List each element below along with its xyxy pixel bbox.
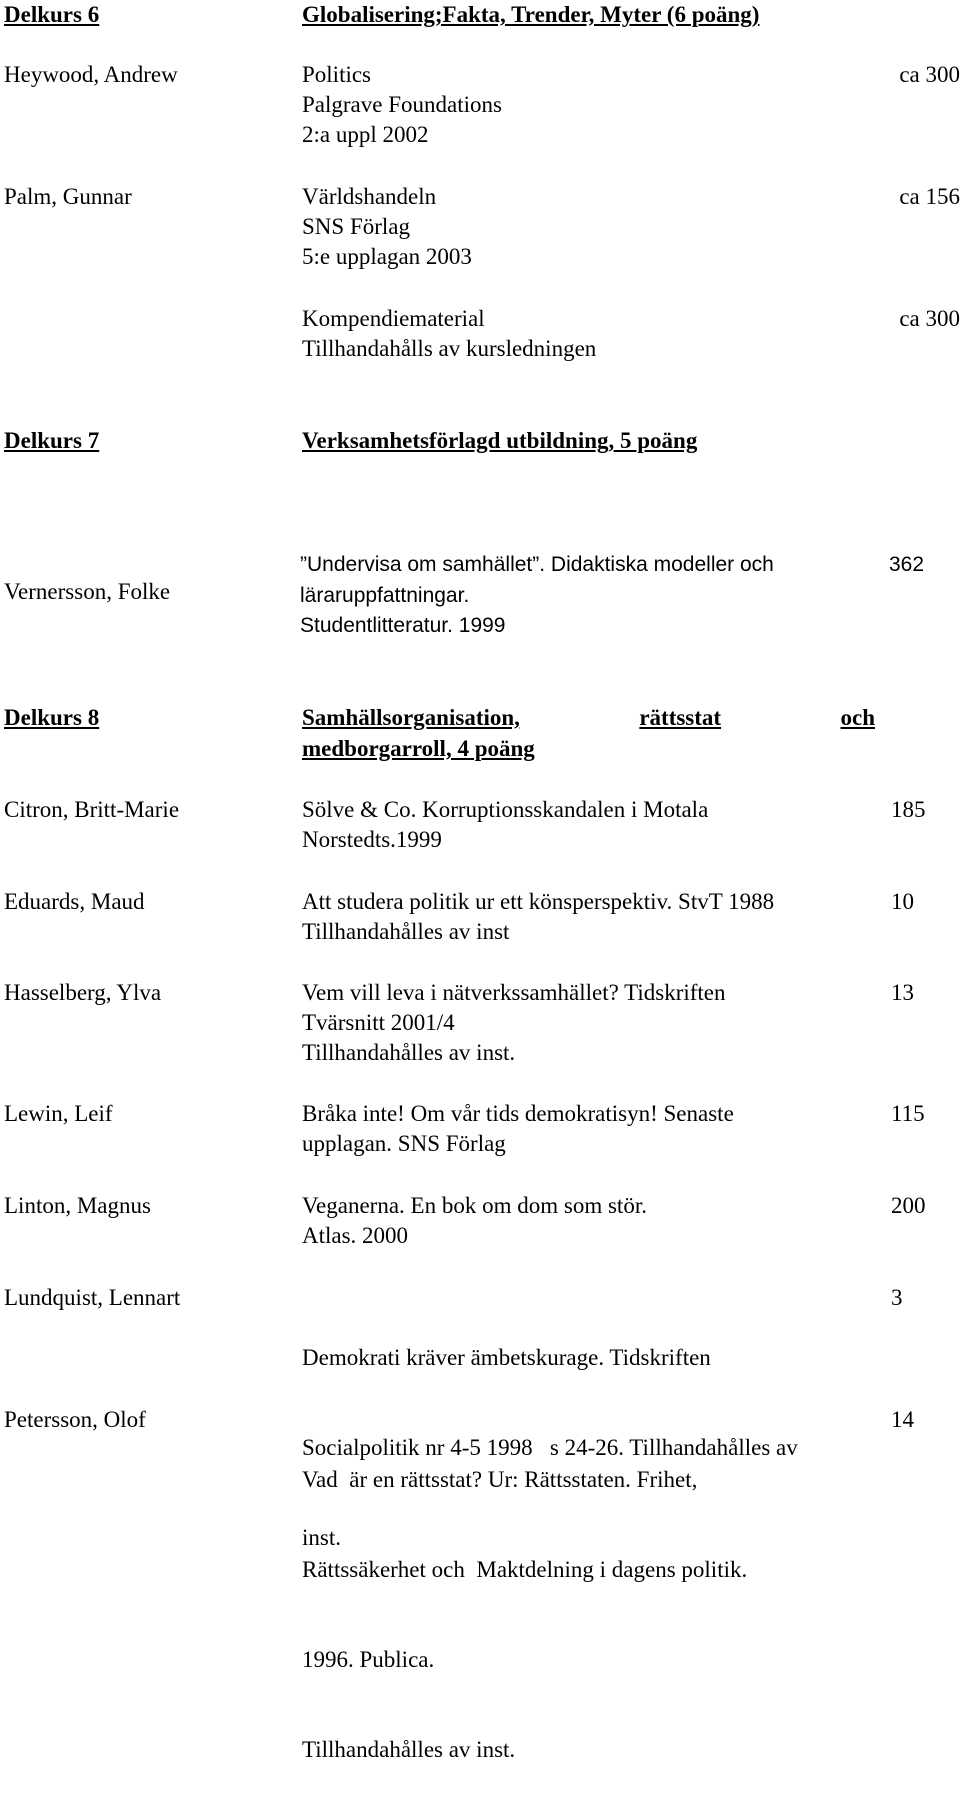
entry-reference (302, 887, 774, 947)
section-title-delkurs-8-line-1 (302, 703, 875, 733)
reference-line: Rättssäkerhet och Maktdelning i dagens politik. (302, 1557, 748, 1582)
reference-line: 5:e upplagan 2003 (302, 244, 472, 269)
reference-line: Norstedts.1999 (302, 827, 442, 852)
reference-line: ”Undervisa om samhället”. Didaktiska modeller och (300, 553, 774, 576)
reference-line: upplagan. SNS Förlag (302, 1131, 506, 1156)
entry-pages: 362 (889, 553, 925, 576)
reference-line: läraruppfattningar. (300, 583, 470, 607)
entry-pages: 14 (891, 1407, 914, 1432)
entry-author: Palm, Gunnar (4, 184, 132, 209)
reference-line: Tillhandahålls av kursledningen (302, 336, 597, 361)
section-title-delkurs-7: Verksamhetsförlagd utbildning, 5 poäng (302, 428, 698, 453)
entry-pages: 3 (891, 1285, 903, 1310)
reference-line: inst. (302, 1525, 341, 1550)
entry-author: Lundquist, Lennart (4, 1285, 181, 1310)
reference-line: Tillhandahålles av inst (302, 919, 510, 944)
section-title-delkurs-8-line-2: medborgarroll, 4 poäng (302, 736, 535, 761)
reference-line: 1996. Publica. (302, 1647, 435, 1672)
entry-pages: ca 300 (899, 62, 960, 87)
reference-line: Atlas. 2000 (302, 1223, 409, 1248)
entry-reference (302, 1099, 734, 1159)
entry-pages: ca 156 (899, 184, 960, 209)
reference-line: Vad är en rättsstat? Ur: Rättsstaten. Frihet, (302, 1467, 698, 1492)
entry-author: Vernersson, Folke (4, 579, 171, 604)
reference-line: Palgrave Foundations (302, 92, 502, 117)
entry-pages: 10 (891, 889, 914, 914)
entry-reference (302, 795, 708, 855)
title-word: och (840, 705, 875, 730)
entry-author: Heywood, Andrew (4, 62, 178, 87)
entry-reference (302, 60, 502, 150)
reference-line: Tillhandahålles av inst. (302, 1737, 516, 1762)
entry-reference (302, 1191, 647, 1251)
section-label-delkurs-8: Delkurs 8 (4, 705, 100, 730)
section-label-delkurs-7: Delkurs 7 (4, 428, 100, 453)
reference-line: Demokrati kräver ämbetskurage. Tidskriften (302, 1345, 711, 1370)
entry-pages: ca 300 (899, 306, 960, 331)
entry-author: Hasselberg, Ylva (4, 980, 162, 1005)
entry-pages: 13 (891, 980, 914, 1005)
entry-author: Linton, Magnus (4, 1193, 151, 1218)
reference-line: Tillhandahålles av inst. (302, 1040, 516, 1065)
entry-author: Citron, Britt-Marie (4, 797, 180, 822)
reference-line: Sölve & Co. Korruptionsskandalen i Motala (302, 797, 709, 822)
title-word: Samhällsorganisation, (302, 705, 520, 730)
reference-line: Vem vill leva i nätverkssamhället? Tidskriften (302, 980, 726, 1005)
entry-reference (302, 978, 726, 1068)
entry-reference (302, 182, 472, 272)
reference-line: Kompendiematerial (302, 306, 485, 331)
entry-author: Petersson, Olof (4, 1407, 146, 1432)
reference-line: Bråka inte! Om vår tids demokratisyn! Senaste (302, 1101, 734, 1126)
reference-line: Politics (302, 62, 372, 87)
title-word: rättsstat (639, 705, 722, 730)
reference-line: Veganerna. En bok om dom som stör. (302, 1193, 647, 1218)
section-label-delkurs-6: Delkurs 6 (4, 2, 100, 27)
entry-pages: 200 (891, 1193, 926, 1218)
reference-line: Tvärsnitt 2001/4 (302, 1010, 455, 1035)
entry-author: Lewin, Leif (4, 1101, 113, 1126)
entry-reference (300, 550, 774, 642)
entry-pages: 115 (891, 1101, 925, 1126)
reference-line: Att studera politik ur ett könsperspektiv. StvT 1988 (302, 889, 775, 914)
entry-pages: 185 (891, 797, 926, 822)
reference-line: Världshandeln (302, 184, 437, 209)
section-title-delkurs-6: Globalisering;Fakta, Trender, Myter (6 poäng) (302, 2, 760, 27)
reference-line: Socialpolitik nr 4-5 1998 s 24-26. Tillhandahålles av (302, 1435, 798, 1460)
entry-reference (302, 304, 596, 364)
reference-line: SNS Förlag (302, 214, 410, 239)
entry-author: Eduards, Maud (4, 889, 145, 914)
entry-reference (302, 1405, 747, 1795)
reference-line: 2:a uppl 2002 (302, 122, 429, 147)
reference-line: Studentlitteratur. 1999 (300, 614, 506, 637)
